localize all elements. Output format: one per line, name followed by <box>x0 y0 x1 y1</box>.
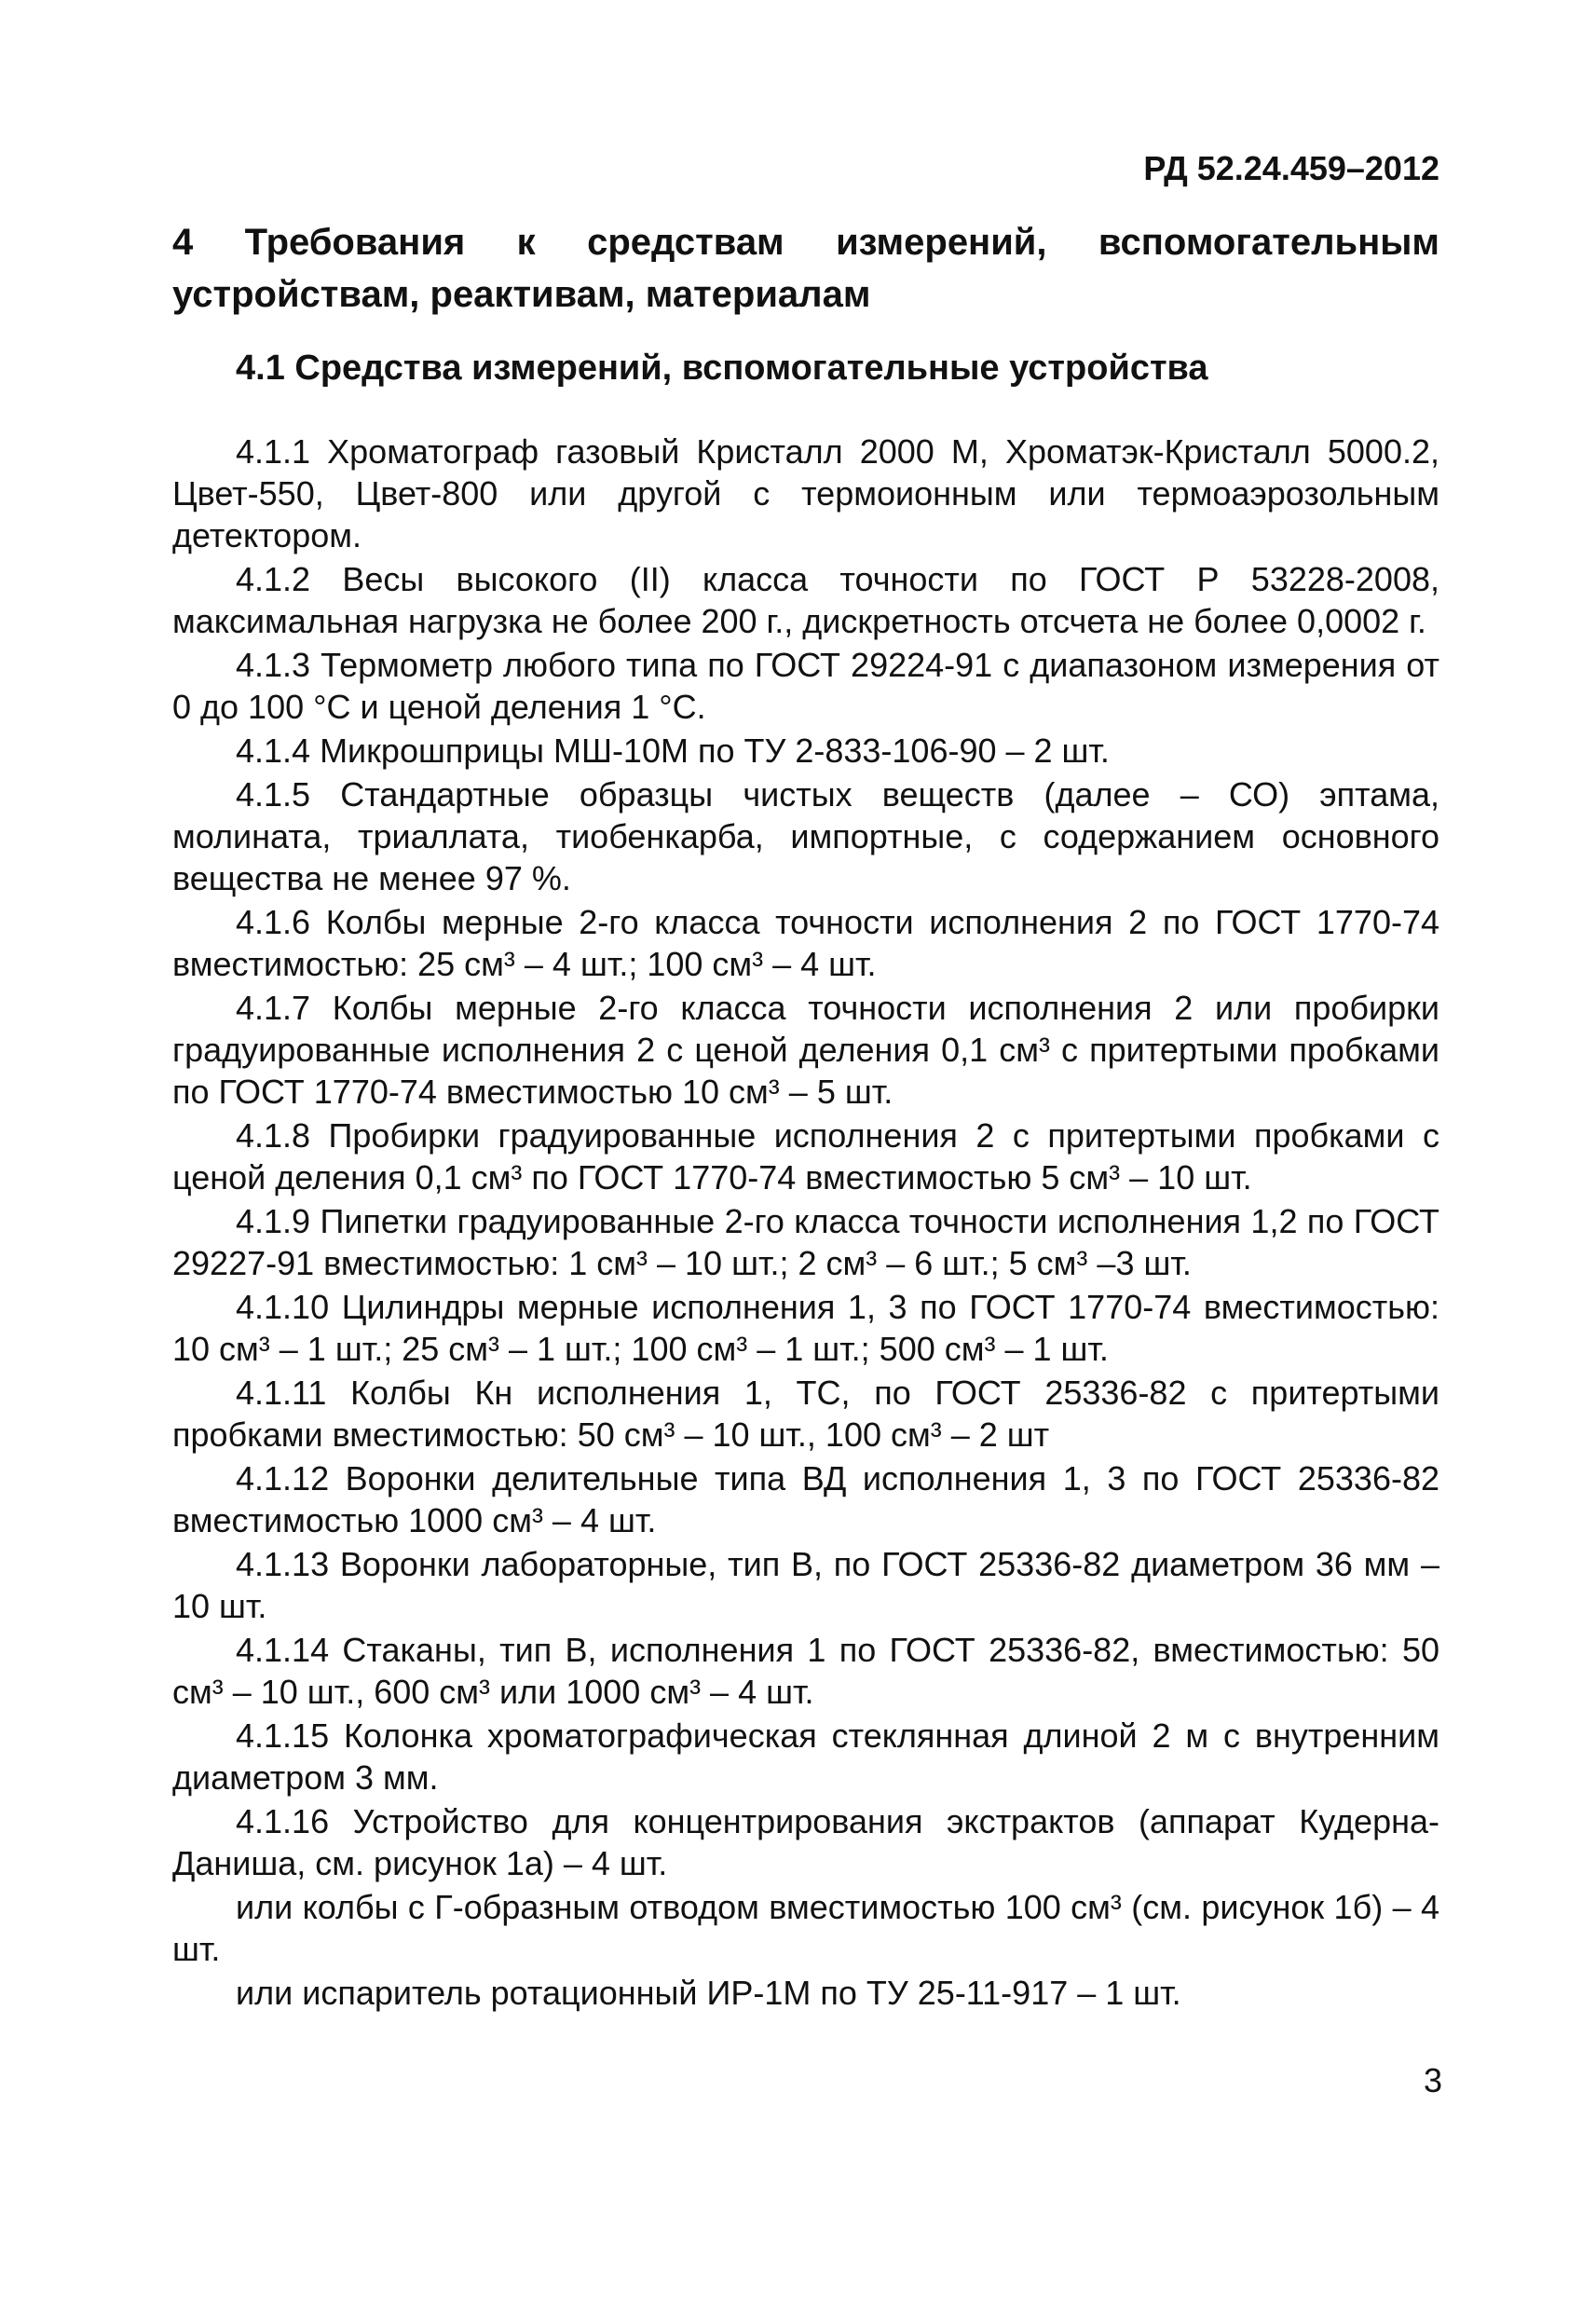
list-item: 4.1.12 Воронки делительные типа ВД исполнения 1, 3 по ГОСТ 25336-82 вместимостью 1000 см³ – 4 шт. <box>172 1459 1439 1539</box>
list-item: или испаритель ротационный ИР-1М по ТУ 25-11-917 – 1 шт. <box>236 1974 1181 2012</box>
list-item: 4.1.4 Микрошприцы МШ-10М по ТУ 2-833-106-90 – 2 шт. <box>236 732 1110 770</box>
list-item: 4.1.15 Колонка хроматографическая стеклянная длиной 2 м с внутренним диаметром 3 мм. <box>172 1716 1439 1797</box>
list-item: 4.1.10 Цилиндры мерные исполнения 1, 3 по ГОСТ 1770-74 вместимостью: 10 см³ – 1 шт.; 25 см³ – 1 шт.; 100 см³ – 1 шт.; 500 см³ – 1 шт. <box>172 1288 1439 1368</box>
list-item: 4.1.5 Стандартные образцы чистых веществ (далее – СО) эптама, молината, триаллата, тиобенкарба, импортные, с содержанием основного вещества не менее 97 %. <box>172 775 1439 897</box>
list-item: 4.1.8 Пробирки градуированные исполнения 2 с притертыми пробками с ценой деления 0,1 см³ по ГОСТ 1770-74 вместимостью 5 см³ – 10 шт. <box>172 1116 1439 1197</box>
list-item: 4.1.13 Воронки лабораторные, тип В, по ГОСТ 25336-82 диаметром 36 мм – 10 шт. <box>172 1545 1439 1625</box>
list-item: 4.1.14 Стаканы, тип В, исполнения 1 по ГОСТ 25336-82, вместимостью: 50 см³ – 10 шт., 600 см³ или 1000 см³ – 4 шт. <box>172 1631 1439 1711</box>
list-item: 4.1.1 Хроматограф газовый Кристалл 2000 М, Хроматэк-Кристалл 5000.2, Цвет-550, Цвет-800 или другой с термоионным или термоаэрозольным детектором. <box>172 432 1439 554</box>
page-number: 3 <box>1423 2061 1442 2099</box>
list-item: 4.1.9 Пипетки градуированные 2-го класса точности исполнения 1,2 по ГОСТ 29227-91 вместимостью: 1 см³ – 10 шт.; 2 см³ – 6 шт.; 5 см³ –3 шт. <box>172 1202 1439 1282</box>
document-code: РД 52.24.459–2012 <box>1143 149 1439 187</box>
list-item: 4.1.16 Устройство для концентрирования экстрактов (аппарат Кудерна-Даниша, см. рисунок 1а) – 4 шт. <box>172 1802 1439 1882</box>
list-item: 4.1.7 Колбы мерные 2-го класса точности исполнения 2 или пробирки градуированные исполнения 2 с ценой деления 0,1 см³ с притертыми пробками по ГОСТ 1770-74 вместимостью 10 см³ – 5 шт. <box>172 989 1439 1111</box>
items-list <box>172 431 1439 2016</box>
list-item: 4.1.6 Колбы мерные 2-го класса точности исполнения 2 по ГОСТ 1770-74 вместимостью: 25 см³ – 4 шт.; 100 см³ – 4 шт. <box>172 903 1439 983</box>
subsection-title: 4.1 Средства измерений, вспомогательные устройства <box>236 349 1208 388</box>
section-title: 4 Требования к средствам измерений, вспомогательным устройствам, реактивам, материалам <box>172 222 1439 315</box>
list-item: 4.1.3 Термометр любого типа по ГОСТ 29224-91 с диапазоном измерения от 0 до 100 °С и ценой деления 1 °С. <box>172 646 1439 726</box>
list-item: 4.1.11 Колбы Кн исполнения 1, ТС, по ГОСТ 25336-82 с притертыми пробками вместимостью: 50 см³ – 10 шт., 100 см³ – 2 шт <box>172 1374 1439 1454</box>
list-item: или колбы с Г-образным отводом вместимостью 100 см³ (см. рисунок 1б) – 4 шт. <box>172 1888 1439 1968</box>
list-item: 4.1.2 Весы высокого (II) класса точности по ГОСТ Р 53228-2008, максимальная нагрузка не более 200 г., дискретность отсчета не более 0,0002 г. <box>172 560 1439 640</box>
